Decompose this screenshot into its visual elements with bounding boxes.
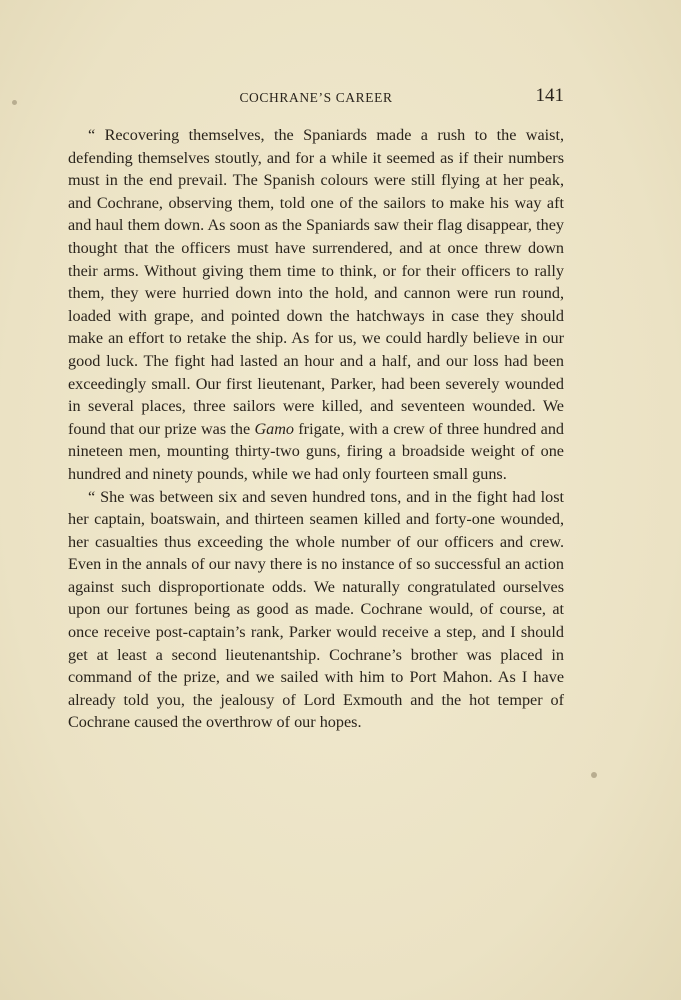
- paragraph-1: [68, 124, 564, 486]
- paragraph-1-text: “ Recovering themselves, the Spaniards made a rush to the waist, defending themselves stoutly, and for a while it seemed as if their numbers must in the end prevail. The Spanish colours were still flying at her peak, and Cochrane, observing them, told one of the sailors to make his way aft and haul them down. As soon as the Spaniards saw their flag disappear, they thought that the officers must have surrendered, and at once threw down their arms. Without giving them time to think, or for their officers to rally them, they were hurried down into the hold, and cannon were run round, loaded with grape, and pointed down the hatchways in case they should make an effort to retake the ship. As for us, we could hardly believe in our good luck. The fight had lasted an hour and a half, and our loss had been exceedingly small. Our first lieutenant, Parker, had been severely wounded in several places, three sailors were killed, and seventeen wounded. We found that our prize was the: [68, 126, 564, 438]
- ship-name: Gamo: [254, 419, 295, 438]
- paragraph-1-continuation: frigate, with a crew of three hundred and nineteen men, mounting thirty-two guns, firing a broadside weight of one hundred and ninety pounds, while we had only fourteen small guns.: [68, 419, 565, 483]
- page-header: [68, 86, 564, 110]
- body-text: [68, 124, 564, 734]
- page-speck: [591, 772, 597, 778]
- running-head: COCHRANE’S CAREER: [239, 90, 393, 105]
- page-speck: [12, 100, 17, 105]
- paragraph-2: “ She was between six and seven hundred tons, and in the fight had lost her captain, boatswain, and thirteen seamen killed and forty-one wounded, her casualties thus exceeding the whole number of our officers and crew. Even in the annals of our navy there is no instance of so successful an action against such disproportionate odds. We naturally congratulated ourselves upon our fortunes being as good as made. Cochrane would, of course, at once receive post-captain’s rank, Parker would receive a step, and I should get at least a second lieutenantship. Cochrane’s brother was placed in command of the prize, and we sailed with him to Port Mahon. As I have already told you, the jealousy of Lord Exmouth and the hot temper of Cochrane caused the overthrow of our hopes.: [68, 487, 564, 732]
- page-number: 141: [535, 85, 564, 106]
